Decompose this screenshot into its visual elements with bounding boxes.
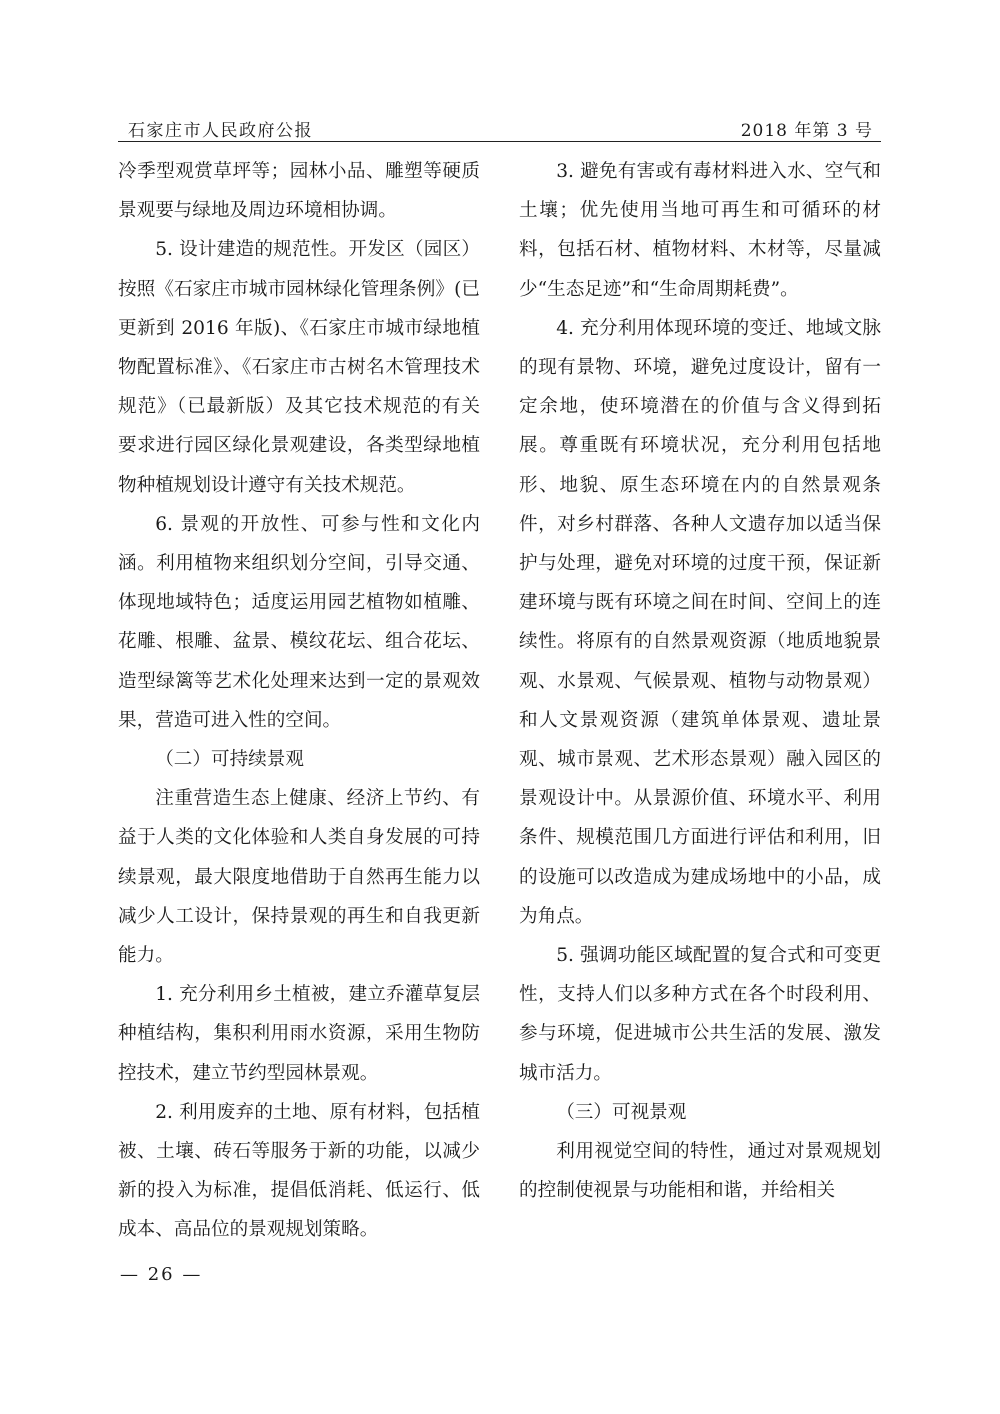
section-heading: （二）可持续景观 — [155, 749, 304, 771]
paragraph: 6. 景观的开放性、可参与性和文化内涵。利用植物来组织划分空间，引导交通、体现地域特色；适度运用园艺植物如植雕、花雕、根雕、盆景、模纹花坛、组合花坛、造型绿篱等艺术化处理来达到一定的景观效果，营造可进入性的空间。 — [118, 513, 480, 731]
paragraph: 1. 充分利用乡土植被，建立乔灌草复层种植结构，集积利用雨水资源，采用生物防控技术，建立节约型园林景观。 — [118, 984, 480, 1084]
header-rule — [118, 141, 881, 142]
paragraph: 5. 强调功能区域配置的复合式和可变更性，支持人们以多种方式在各个时段利用、参与环境，促进城市公共生活的发展、激发城市活力。 — [519, 945, 881, 1084]
paragraph: 4. 充分利用体现环境的变迁、地域文脉的现有景物、环境，避免过度设计，留有一定余地，使环境潜在的价值与含义得到拓展。尊重既有环境状况，充分利用包括地形、地貌、原生态环境在内的自然景观条件，对乡村群落、各种人文遗存加以适当保护与处理，避免对环境的过度干预，保证新建环境与既有环境之间在时间、空间上的连续性。将原有的自然景观资源（地质地貌景观、水景观、气候景观、植物与动物景观）和人文景观资源（建筑单体景观、遗址景观、城市景观、艺术形态景观）融入园区的景观设计中。从景源价值、环境水平、利用条件、规模范围几方面进行评估和利用，旧的设施可以改造成为建成场地中的小品，成为角点。 — [519, 317, 881, 927]
paragraph: 5. 设计建造的规范性。开发区（园区）按照《石家庄市城市园林绿化管理条例》(已更新到 2016 年版)、《石家庄市城市绿地植物配置标准》、《石家庄市古树名木管理技术规范》（已最新版）及其它技术规范的有关要求进行园区绿化景观建设，各类型绿地植物种植规划设计遵守有关技术规范。 — [118, 239, 480, 496]
page-header — [118, 112, 881, 142]
page-number: — 26 — — [120, 1264, 203, 1285]
section-heading: （三）可视景观 — [556, 1101, 687, 1123]
paragraph: 利用视觉空间的特性，通过对景观规划的控制使视景与功能相和谐，并给相关 — [519, 1141, 881, 1202]
paragraph: 冷季型观赏草坪等；园林小品、雕塑等硬质景观要与绿地及周边环境相协调。 — [118, 161, 480, 222]
paragraph: 3. 避免有害或有毒材料进入水、空气和土壤；优先使用当地可再生和可循环的材料，包括石材、植物材料、木材等，尽量减少“生态足迹”和“生命周期耗费”。 — [519, 161, 881, 300]
publication-title: 石家庄市人民政府公报 — [128, 121, 313, 141]
paragraph: 注重营造生态上健康、经济上节约、有益于人类的文化体验和人类自身发展的可持续景观，最大限度地借助于自然再生能力以减少人工设计，保持景观的再生和自我更新能力。 — [118, 788, 480, 967]
issue-number: 2018 年第 3 号 — [740, 121, 873, 141]
paragraph: 2. 利用废弃的土地、原有材料，包括植被、土壤、砖石等服务于新的功能，以减少新的投入为标准，提倡低消耗、低运行、低成本、高品位的景观规划策略。 — [118, 1101, 480, 1241]
right-column — [519, 152, 881, 1210]
left-column — [118, 152, 480, 1250]
